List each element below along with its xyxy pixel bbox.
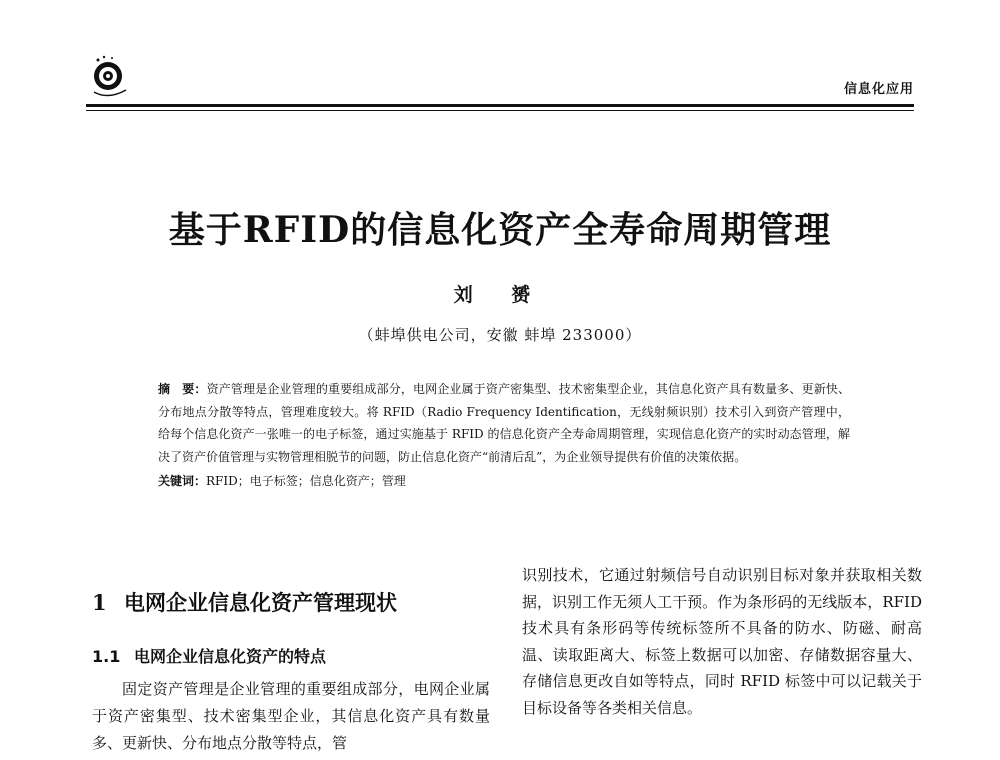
right-column (522, 562, 922, 721)
abstract-body (158, 378, 850, 468)
header-rule-thick (86, 104, 914, 107)
subsection-heading (92, 642, 490, 676)
abstract (158, 378, 850, 493)
keywords-label: 关键词： (158, 474, 207, 488)
left-column (92, 588, 490, 757)
subsection-number: 1.1 (92, 647, 121, 666)
author-affiliation: （蚌埠供电公司，安徽 蚌埠 233000） (358, 326, 642, 344)
author-name: 刘 赟 (453, 284, 547, 306)
journal-logo (86, 52, 144, 102)
section-title: 电网企业信息化资产管理现状 (124, 590, 397, 615)
keywords (158, 470, 850, 493)
section-number: 1 (92, 590, 107, 615)
keywords-text: RFID；电子标签；信息化资产；管理 (206, 474, 406, 488)
paper-title: 基于RFID的信息化资产全寿命周期管理 (168, 209, 832, 251)
right-body-paragraph: 识别技术，它通过射频信号自动识别目标对象并获取相关数据，识别工作无须人工干预。作为条形码的无线版本，RFID 技术具有条形码等传统标签所不具备的防水、防磁、耐高温、读取距离大、标签上数据可以加密、存储数据容量大、存储信息更改自如等特点，同时 RFID 标签中可以记载关于目标设备等各类相关信息。 (522, 566, 922, 717)
section-heading (92, 588, 490, 642)
section-label: 信息化应用 (843, 82, 914, 97)
header-rule-thin (86, 110, 914, 111)
subsection-title: 电网企业信息化资产的特点 (134, 647, 327, 666)
abstract-label: 摘 要： (158, 382, 207, 396)
abstract-text: 资产管理是企业管理的重要组成部分，电网企业属于资产密集型、技术密集型企业，其信息化资产具有数量多、更新快、分布地点分散等特点，管理难度较大。将 RFID（Radio Frequency Identification，无线射频识别）技术引入到资产管理中，给每个信息化资产一张唯一的电子标签，通过实施基于 RFID 的信息化资产全寿命周期管理，实现信息化资产的实时动态管理，解决了资产价值管理与实物管理相脱节的问题，防止信息化资产“前清后乱”，为企业领导提供有价值的决策依据。 (158, 382, 850, 464)
body-paragraph: 固定资产管理是企业管理的重要组成部分，电网企业属于资产密集型、技术密集型企业，其信息化资产具有数量多、更新快、分布地点分散等特点，管 (92, 680, 490, 752)
